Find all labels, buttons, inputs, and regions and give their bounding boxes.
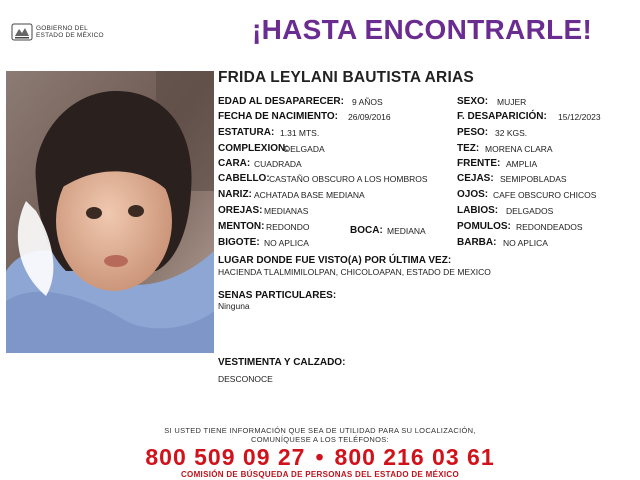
eyes-label: OJOS: bbox=[457, 189, 489, 200]
birthdate-value: 26/09/2016 bbox=[348, 112, 391, 122]
nose-value: ACHATADA BASE MEDIANA bbox=[254, 190, 365, 200]
commission-name: COMISIÓN DE BÚSQUEDA DE PERSONAS DEL ESTADO DE MÉXICO bbox=[180, 470, 459, 479]
birthdate-label: FECHA DE NACIMIENTO: bbox=[218, 111, 338, 122]
eyebrows-value: SEMIPOBLADAS bbox=[500, 174, 567, 184]
notice-line-2: COMUNÍQUESE A LOS TELÉFONOS: bbox=[251, 435, 389, 444]
phone-numbers bbox=[0, 444, 640, 471]
lips-value: DELGADOS bbox=[506, 206, 554, 216]
beard-label: BARBA: bbox=[457, 237, 497, 248]
face-value: CUADRADA bbox=[254, 159, 302, 169]
hair-value: CASTAÑO OBSCURO A LOS HOMBROS bbox=[269, 174, 428, 184]
person-name: FRIDA LEYLANI BAUTISTA ARIAS bbox=[218, 69, 474, 86]
clothing-value: DESCONOCE bbox=[218, 374, 273, 384]
chin-value: REDONDO bbox=[266, 222, 310, 232]
ears-label: OREJAS: bbox=[218, 205, 263, 216]
eyebrows-label: CEJAS: bbox=[457, 173, 494, 184]
contact-notice bbox=[0, 426, 640, 444]
beard-value: NO APLICA bbox=[503, 238, 548, 248]
clothing-label: VESTIMENTA Y CALZADO: bbox=[218, 357, 346, 368]
headline: ¡HASTA ENCONTRARLE! bbox=[252, 14, 593, 45]
weight-label: PESO: bbox=[457, 127, 489, 138]
notice-line-1: SI USTED TIENE INFORMACIÓN QUE SEA DE UTILIDAD PARA SU LOCALIZACIÓN, bbox=[164, 426, 476, 435]
ears-value: MEDIANAS bbox=[264, 206, 309, 216]
mouth-label: BOCA: bbox=[350, 225, 383, 236]
mustache-label: BIGOTE: bbox=[218, 237, 260, 248]
missing-person-photo bbox=[6, 71, 214, 353]
face-label: CARA: bbox=[218, 158, 251, 169]
distinguishing-marks-label: SENAS PARTICULARES: bbox=[218, 290, 337, 301]
hair-label: CABELLO: bbox=[218, 173, 270, 184]
last-seen-value: HACIENDA TLALMIMILOLPAN, CHICOLOAPAN, ESTADO DE MEXICO bbox=[218, 267, 491, 277]
separator-dot: • bbox=[315, 444, 325, 470]
forehead-label: FRENTE: bbox=[457, 158, 501, 169]
age-value: 9 AÑOS bbox=[352, 97, 383, 107]
disappearance-date-label: F. DESAPARICIÓN: bbox=[457, 111, 547, 122]
last-seen-label: LUGAR DONDE FUE VISTO(A) POR ÚLTIMA VEZ: bbox=[218, 255, 452, 266]
build-value: DELGADA bbox=[284, 144, 325, 154]
forehead-value: AMPLIA bbox=[506, 159, 538, 169]
portrait-image bbox=[6, 71, 214, 353]
weight-value: 32 KGS. bbox=[495, 128, 528, 138]
disappearance-date-value: 15/12/2023 bbox=[558, 112, 601, 122]
complexion-tone-value: MORENA CLARA bbox=[485, 144, 553, 154]
build-label: COMPLEXION: bbox=[218, 143, 289, 154]
height-label: ESTATURA: bbox=[218, 127, 275, 138]
lips-label: LABIOS: bbox=[457, 205, 499, 216]
phone-number-1[interactable]: 800 509 09 27 bbox=[145, 444, 306, 470]
cheekbones-label: POMULOS: bbox=[457, 221, 511, 232]
chin-label: MENTON: bbox=[218, 221, 265, 232]
mouth-value: MEDIANA bbox=[387, 226, 426, 236]
government-label: GOBIERNO DEL ESTADO DE MÉXICO bbox=[36, 25, 104, 39]
nose-label: NARIZ: bbox=[218, 189, 252, 200]
sex-value: MUJER bbox=[497, 97, 527, 107]
cheekbones-value: REDONDEADOS bbox=[516, 222, 583, 232]
phone-number-2[interactable]: 800 216 03 61 bbox=[334, 444, 495, 470]
mustache-value: NO APLICA bbox=[264, 238, 309, 248]
state-seal-icon bbox=[10, 20, 34, 44]
government-logo bbox=[10, 20, 110, 46]
height-value: 1.31 MTS. bbox=[280, 128, 320, 138]
distinguishing-marks-value: Ninguna bbox=[218, 301, 250, 311]
complexion-tone-label: TEZ: bbox=[457, 143, 480, 154]
age-label: EDAD AL DESAPARECER: bbox=[218, 96, 344, 107]
sex-label: SEXO: bbox=[457, 96, 489, 107]
eyes-value: CAFE OBSCURO CHICOS bbox=[493, 190, 597, 200]
